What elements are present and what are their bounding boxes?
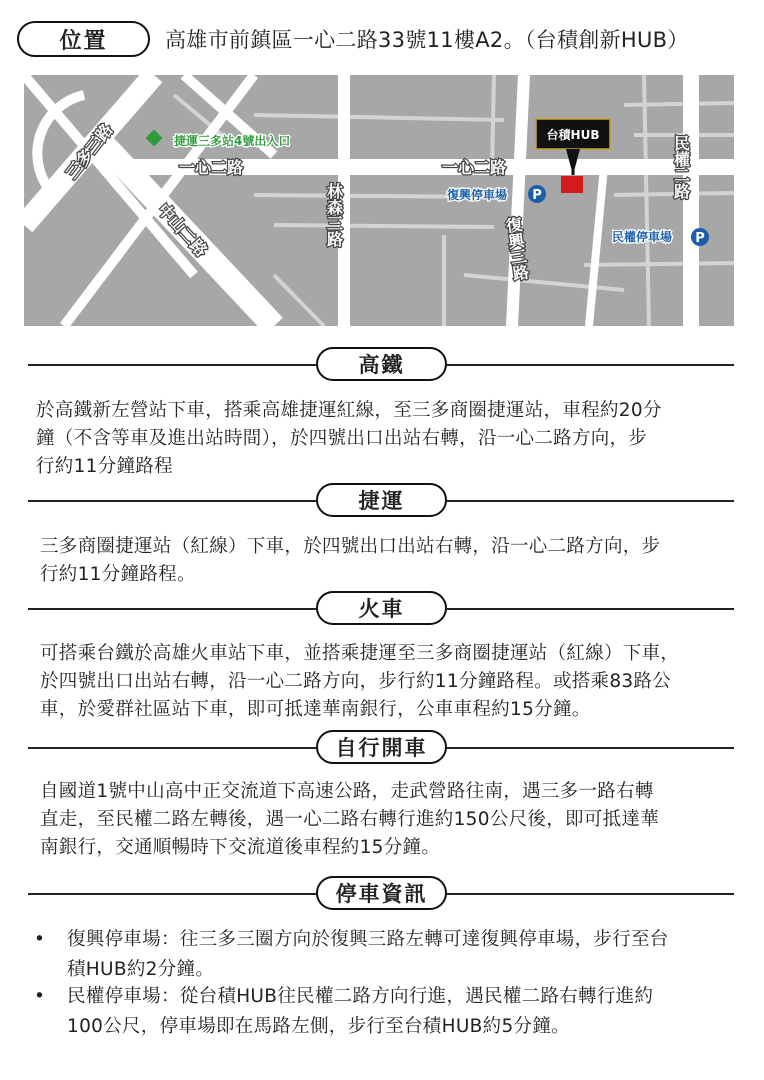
- text-line: 復興停車場：往三多三圈方向於復興三路左轉可達復興停車場，步行至台: [67, 929, 669, 950]
- road-label-yixin-left: 一心二路: [179, 158, 244, 177]
- section-title-train: 火車: [316, 591, 447, 625]
- text-line: 可搭乘台鐵於高雄火車站下車，並搭乘捷運至三多商圈捷運站（紅線）下車，: [40, 643, 680, 664]
- road-label-yixin-right: 一心二路: [442, 158, 507, 177]
- section-title-mrt: 捷運: [316, 483, 447, 517]
- text-line: 自國道1號中山高中正交流道下高速公路，走武營路往南，遇三多一路右轉: [40, 781, 654, 802]
- address-text: 高雄市前鎮區一心二路33號11樓A2。（台積創新HUB）: [165, 28, 689, 52]
- road-label-zhongshan: 中山二路: [154, 199, 211, 261]
- bullet-marker: •: [34, 986, 46, 1007]
- fuxing-parking-symbol: P: [532, 188, 542, 203]
- text-line: 行約11分鐘路程: [36, 456, 173, 477]
- road-label-fuxing: 復興三路: [502, 215, 531, 282]
- minquan-parking-symbol: P: [695, 231, 705, 246]
- text-line: 車，於愛群社區站下車，即可抵達華南銀行，公車車程約15分鐘。: [40, 699, 591, 720]
- parking-item-fuxing: [34, 925, 737, 985]
- text-line: 南銀行，交通順暢時下交流道後車程約15分鐘。: [40, 837, 441, 858]
- text-line: 民權停車場：從台積HUB往民權二路方向行進，遇民權二路右轉行進約: [67, 986, 654, 1007]
- bullet-marker: •: [34, 929, 46, 950]
- section-text-train: [40, 640, 740, 724]
- road-label-linsen: 林森三路: [324, 183, 344, 247]
- section-title-drive: 自行開車: [316, 730, 447, 764]
- section-text-mrt: [40, 533, 730, 589]
- text-line: 行約11分鐘路程。: [40, 564, 196, 585]
- hub-building-icon: [561, 176, 583, 193]
- section-title-hsr: 高鐵: [316, 347, 447, 381]
- text-line: 三多商圈捷運站（紅線）下車，於四號出口出站右轉，沿一心二路方向，步: [40, 536, 661, 557]
- road-label-sanduo: 三多三路: [62, 120, 117, 183]
- text-line: 直走，至民權二路左轉後，遇一心二路右轉行進約150公尺後，即可抵達華: [40, 809, 660, 830]
- text-line: 積HUB約2分鐘。: [67, 959, 215, 980]
- section-title-parking: 停車資訊: [316, 876, 447, 910]
- fuxing-parking-label: 復興停車場: [447, 188, 508, 202]
- text-line: 於高鐵新左營站下車，搭乘高雄捷運紅線，至三多商圈捷運站，車程約20分: [36, 400, 662, 421]
- section-text-hsr: [36, 397, 726, 481]
- location-label: 位置: [17, 21, 150, 57]
- text-line: 100公尺，停車場即在馬路左側，步行至台積HUB約5分鐘。: [67, 1016, 570, 1037]
- minquan-parking-label: 民權停車場: [612, 230, 673, 244]
- mrt-exit-label: 捷運三多站4號出入口: [174, 134, 291, 148]
- parking-item-minquan: [34, 982, 737, 1042]
- text-line: 於四號出口出站右轉，沿一心二路方向，步行約11分鐘路程。或搭乘83路公: [40, 671, 672, 692]
- text-line: 鐘（不含等車及進出站時間），於四號出口出站右轉，沿一心二路方向，步: [36, 428, 648, 449]
- section-text-drive: [40, 778, 730, 862]
- hub-label: 台積HUB: [546, 128, 600, 142]
- road-label-minquan: 民權二路: [671, 135, 691, 199]
- location-map: [24, 75, 734, 326]
